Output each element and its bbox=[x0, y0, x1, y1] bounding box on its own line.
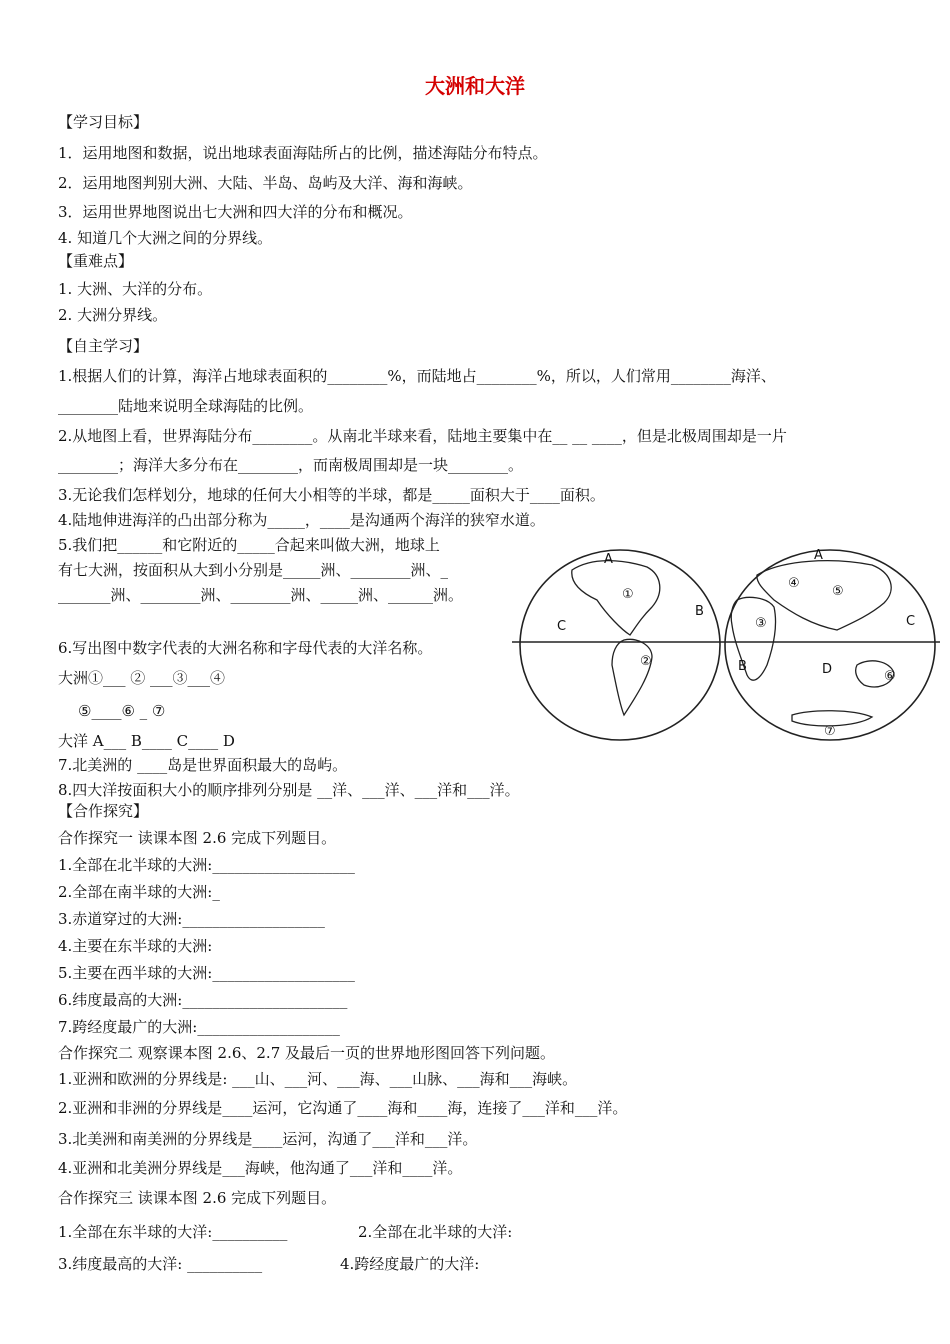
part1-item: 6.纬度最高的大洲:______________________ bbox=[58, 991, 348, 1009]
self-study-heading: 【自主学习】 bbox=[58, 337, 149, 355]
cooperation-part3-title: 合作探究三 读课本图 2.6 完成下列题目。 bbox=[58, 1189, 337, 1207]
world-hemispheres-map bbox=[512, 545, 940, 745]
continent-label-5: ⑤ bbox=[832, 584, 844, 599]
part2-item: 2.亚洲和非洲的分界线是____运河，它沟通了____海和____海，连接了___洋和___洋。 bbox=[58, 1099, 628, 1117]
part3-item: 2.全部在北半球的大洋: bbox=[358, 1223, 513, 1241]
part1-item: 2.全部在南半球的大洲:_ bbox=[58, 883, 220, 901]
continent-blanks: ⑤____⑥ _ ⑦ bbox=[78, 702, 166, 720]
ocean-blanks: 大洋 A___ B____ C____ D bbox=[58, 732, 235, 750]
self-study-line: 6.写出图中数字代表的大洲名称和字母代表的大洋名称。 bbox=[58, 639, 433, 657]
key-point-item: 2. 大洲分界线。 bbox=[58, 306, 168, 324]
continent-label-7: ⑦ bbox=[824, 724, 836, 739]
cooperation-heading: 【合作探究】 bbox=[58, 802, 149, 820]
cooperation-part2-title: 合作探究二 观察课本图 2.6、2.7 及最后一页的世界地形图回答下列问题。 bbox=[58, 1044, 556, 1062]
continent-blanks: 大洲①___ ② ___③___④ bbox=[58, 669, 226, 687]
key-point-item: 1. 大洲、大洋的分布。 bbox=[58, 280, 213, 298]
self-study-line: 7.北美洲的 ____岛是世界面积最大的岛屿。 bbox=[58, 756, 348, 774]
ocean-label-c: C bbox=[557, 619, 567, 634]
objective-item: 3．运用世界地图说出七大洲和四大洋的分布和概况。 bbox=[58, 203, 413, 221]
part2-item: 3.北美洲和南美洲的分界线是____运河，沟通了___洋和___洋。 bbox=[58, 1130, 478, 1148]
part1-item: 4.主要在东半球的大洲: bbox=[58, 937, 213, 955]
self-study-line: 8.四大洋按面积大小的顺序排列分别是 __洋、___洋、___洋和___洋。 bbox=[58, 781, 520, 799]
continent-label-1: ① bbox=[622, 587, 634, 602]
part3-item: 3.纬度最高的大洋: __________ bbox=[58, 1255, 263, 1273]
part1-item: 3.赤道穿过的大洲:___________________ bbox=[58, 910, 325, 928]
continent-label-4: ④ bbox=[788, 576, 800, 591]
cooperation-part1-title: 合作探究一 读课本图 2.6 完成下列题目。 bbox=[58, 829, 337, 847]
self-study-line: ________；海洋大多分布在________，而南极周围却是一块________。 bbox=[58, 456, 524, 474]
self-study-line: 有七大洲，按面积从大到小分别是_____洲、________洲、_ bbox=[58, 561, 449, 579]
ocean-label-a: A bbox=[604, 552, 613, 567]
self-study-line: 4.陆地伸进海洋的凸出部分称为_____，____是沟通两个海洋的狭窄水道。 bbox=[58, 511, 545, 529]
page-title: 大洲和大洋 bbox=[425, 74, 525, 98]
self-study-line: 3.无论我们怎样划分，地球的任何大小相等的半球，都是_____面积大于____面积。 bbox=[58, 486, 605, 504]
part1-item: 7.跨经度最广的大洲:___________________ bbox=[58, 1018, 340, 1036]
part3-item: 4.跨经度最广的大洋: bbox=[340, 1255, 480, 1273]
continent-label-2: ② bbox=[640, 654, 652, 669]
self-study-line: 5.我们把______和它附近的_____合起来叫做大洲，地球上 bbox=[58, 536, 440, 554]
self-study-line: 2.从地图上看，世界海陆分布________。从南北半球来看，陆地主要集中在__ __ ____，但是北极周围却是一片 bbox=[58, 427, 787, 445]
ocean-label-b: B bbox=[695, 604, 704, 619]
ocean-label-d: D bbox=[822, 662, 833, 677]
objectives-heading: 【学习目标】 bbox=[58, 113, 149, 131]
continent-label-3: ③ bbox=[755, 616, 767, 631]
self-study-line: 1.根据人们的计算，海洋占地球表面积的________%，而陆地占________%，所以，人们常用________海洋、 bbox=[58, 367, 776, 385]
objective-item: 2．运用地图判别大洲、大陆、半岛、岛屿及大洋、海和海峡。 bbox=[58, 174, 473, 192]
objective-item: 1．运用地图和数据，说出地球表面海陆所占的比例，描述海陆分布特点。 bbox=[58, 144, 548, 162]
objective-item: 4. 知道几个大洲之间的分界线。 bbox=[58, 229, 273, 247]
self-study-line: _______洲、________洲、________洲、_____洲、______洲。 bbox=[58, 586, 464, 604]
part3-item: 1.全部在东半球的大洋:__________ bbox=[58, 1223, 288, 1241]
key-points-heading: 【重难点】 bbox=[58, 252, 134, 270]
ocean-label-c: C bbox=[906, 614, 916, 629]
continent-label-6: ⑥ bbox=[884, 669, 896, 684]
part2-item: 4.亚洲和北美洲分界线是___海峡，他沟通了___洋和____洋。 bbox=[58, 1159, 463, 1177]
ocean-label-b: B bbox=[738, 659, 747, 674]
part1-item: 1.全部在北半球的大洲:___________________ bbox=[58, 856, 355, 874]
self-study-line: ________陆地来说明全球海陆的比例。 bbox=[58, 397, 314, 415]
part2-item: 1.亚洲和欧洲的分界线是: ___山、___河、___海、___山脉、___海和___海峡。 bbox=[58, 1070, 578, 1088]
ocean-label-a: A bbox=[814, 548, 823, 563]
part1-item: 5.主要在西半球的大洲:___________________ bbox=[58, 964, 355, 982]
